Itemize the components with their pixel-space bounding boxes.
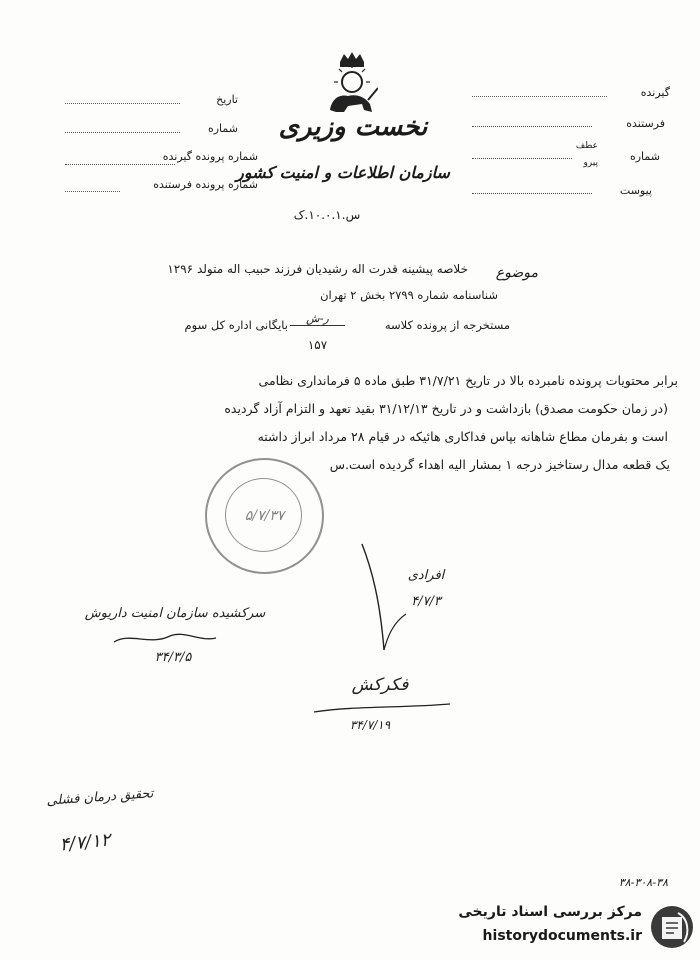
reference-code: س.۱۰.۰.۱.ک — [293, 208, 361, 222]
body-line-2: (در زمان حکومت مصدق) بازداشت و در تاریخ ۳۱/۱۲/۱۳ بقید تعهد و التزام آزاد گردیده — [224, 401, 668, 416]
handwritten-date-left: ۳۴/۳/۵ — [154, 650, 192, 665]
org-title: نخست وزیری — [278, 112, 428, 142]
receiver-label: گیرنده — [640, 86, 670, 99]
following-sub-label: پیرو — [583, 158, 598, 168]
handwritten-note-bottom-2: ۴/۷/۱۲ — [58, 829, 112, 856]
body-line-1: برابر محتویات پرونده نامبرده بالا در تاریخ ۳۱/۷/۲۱ طبق ماده ۵ فرمانداری نظامی — [258, 373, 678, 388]
sender-label: فرستنده — [626, 117, 665, 130]
site-url: historydocuments.ir — [482, 928, 642, 944]
center-name: مرکز بررسی اسناد تاریخی — [458, 904, 642, 920]
handwritten-note-bottom-1: تحقیق درمان فشلی — [46, 786, 154, 809]
body-line-3: است و بفرمان مطاع شاهانه بپاس فداکاری هائیکه در قیام ۲۸ مرداد ابراز داشته — [257, 429, 668, 444]
handwritten-note-right-2: ۴/۷/۳ — [411, 594, 441, 609]
signature-underline-icon — [312, 700, 452, 720]
handwritten-scribble-icon — [110, 628, 220, 650]
number-label: شماره — [207, 122, 238, 135]
lion-and-sun-emblem-icon — [318, 48, 378, 118]
subject-line-2: شناسنامه شماره ۲۷۹۹ بخش ۲ تهران — [320, 288, 498, 302]
handwritten-note-right-1: افرادی — [407, 568, 445, 583]
attachment-label: پیوست — [619, 184, 652, 197]
stamp-date: ۵/۷/۳۷ — [244, 508, 285, 524]
reference-sub-label: عطف — [575, 141, 598, 151]
body-line-4: یک قطعه مدال رستاخیز درجه ۱ بمشار الیه اهداء گردیده است.س — [329, 457, 670, 472]
signature-middle: فکرکش — [351, 675, 409, 695]
archive-logo-icon — [648, 902, 696, 952]
class-code-top: ر-ش — [290, 312, 345, 326]
round-stamp — [205, 458, 324, 574]
org-subtitle: سازمان اطلاعات و امنیت کشور — [236, 163, 450, 182]
subject-line-3-end: بایگانی اداره کل سوم — [184, 318, 288, 332]
signature-middle-date: ۳۴/۷/۱۹ — [349, 718, 391, 732]
document-number: ۳۸-۳۰۸-۳۸ — [618, 876, 668, 889]
footer-watermark — [410, 898, 700, 958]
handwritten-note-left-1: سرکشیده سازمان امنیت داریوش — [84, 606, 266, 621]
sender-file-number-label: شماره پرونده فرستنده — [153, 178, 258, 191]
subject-line-3: مستخرجه از پرونده کلاسه — [384, 318, 510, 332]
shomareh-label: شماره — [629, 150, 660, 163]
subject-line-1: خلاصه پیشینه قدرت اله رشیدیان فرزند حبیب اله متولد ۱۲۹۶ — [167, 262, 468, 276]
subject-label: موضوع — [495, 265, 538, 281]
class-code-bottom: ۱۵۷ — [307, 338, 328, 352]
receiver-file-number-label: شماره پرونده گیرنده — [162, 150, 258, 163]
date-label: تاریخ — [216, 93, 238, 106]
